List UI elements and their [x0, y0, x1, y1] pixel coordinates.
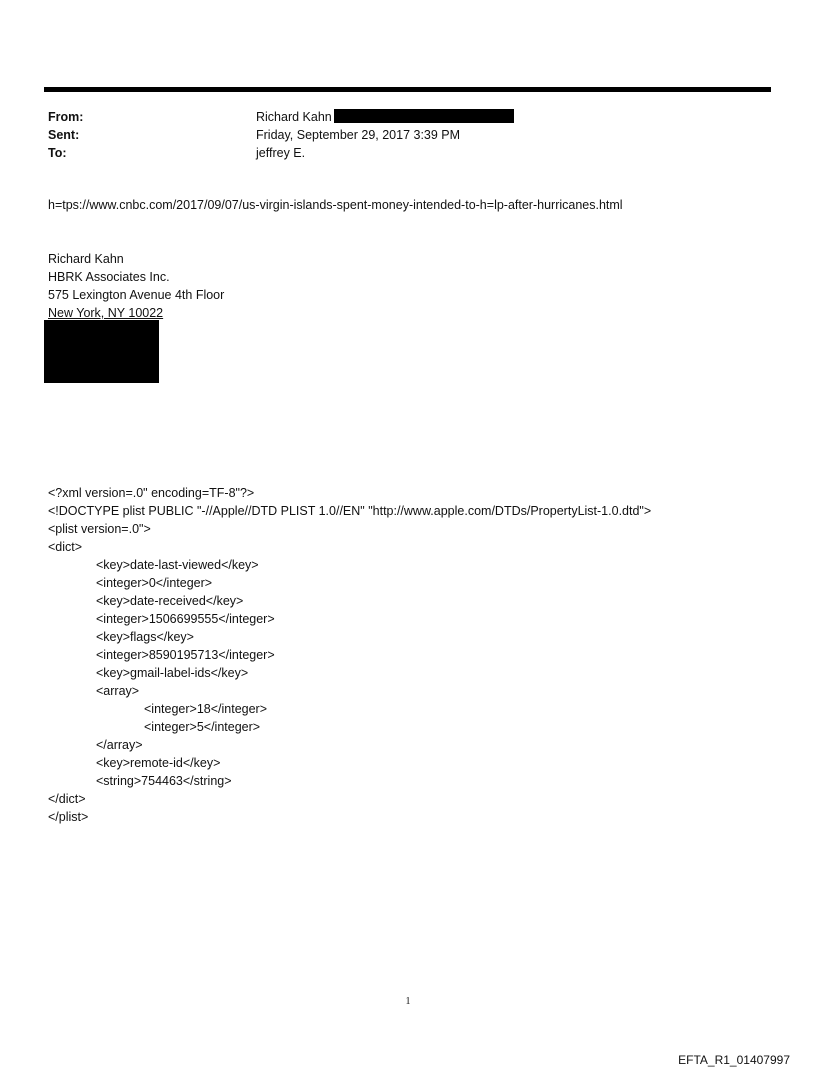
from-row — [48, 108, 748, 126]
xml-line: <plist version=.0"> — [48, 522, 151, 536]
xml-line: <dict> — [48, 540, 83, 554]
xml-line: <?xml version=.0" encoding=TF-8"?> — [48, 486, 255, 500]
from-value — [256, 108, 514, 126]
xml-line: <key>flags</key> — [96, 630, 194, 644]
redaction-block — [44, 320, 159, 383]
xml-line: <integer>5</integer> — [144, 720, 261, 734]
xml-line: <key>gmail-label-ids</key> — [96, 666, 249, 680]
from-label: From: — [48, 110, 84, 124]
from-name: Richard Kahn — [256, 110, 332, 124]
email-header — [48, 108, 748, 162]
sent-value: Friday, September 29, 2017 3:39 PM — [256, 128, 461, 142]
sent-row — [48, 126, 748, 144]
xml-line: <array> — [96, 684, 140, 698]
xml-line: </dict> — [48, 792, 86, 806]
body-url[interactable]: h=tps://www.cnbc.com/2017/09/07/us-virgin-islands-spent-money-intended-to-h=lp-after-hurricanes.html — [48, 198, 623, 212]
xml-line: </plist> — [48, 810, 89, 824]
xml-line: <key>date-received</key> — [96, 594, 244, 608]
to-value: jeffrey E. — [256, 146, 306, 160]
document-id: EFTA_R1_01407997 — [678, 1053, 790, 1067]
xml-line: <!DOCTYPE plist PUBLIC "-//Apple//DTD PLIST 1.0//EN" "http://www.apple.com/DTDs/PropertyList-1.0.dtd"> — [48, 504, 652, 518]
signature-name: Richard Kahn — [48, 252, 124, 266]
sent-label: Sent: — [48, 128, 80, 142]
page-number: 1 — [405, 996, 411, 1007]
to-row — [48, 144, 748, 162]
to-label: To: — [48, 146, 67, 160]
header-rule — [44, 87, 771, 92]
xml-line: </array> — [96, 738, 143, 752]
xml-line: <integer>0</integer> — [96, 576, 213, 590]
xml-line: <integer>8590195713</integer> — [96, 648, 275, 662]
xml-plist-block — [48, 484, 651, 826]
xml-line: <key>date-last-viewed</key> — [96, 558, 259, 572]
signature-address: 575 Lexington Avenue 4th Floor — [48, 288, 225, 302]
xml-line: <integer>18</integer> — [144, 702, 268, 716]
xml-line: <integer>1506699555</integer> — [96, 612, 275, 626]
signature-city: New York, NY 10022 — [48, 306, 164, 320]
xml-line: <string>754463</string> — [96, 774, 232, 788]
redaction-from-email — [334, 109, 514, 123]
signature-company: HBRK Associates Inc. — [48, 270, 170, 284]
xml-line: <key>remote-id</key> — [96, 756, 221, 770]
signature-block — [48, 250, 224, 322]
